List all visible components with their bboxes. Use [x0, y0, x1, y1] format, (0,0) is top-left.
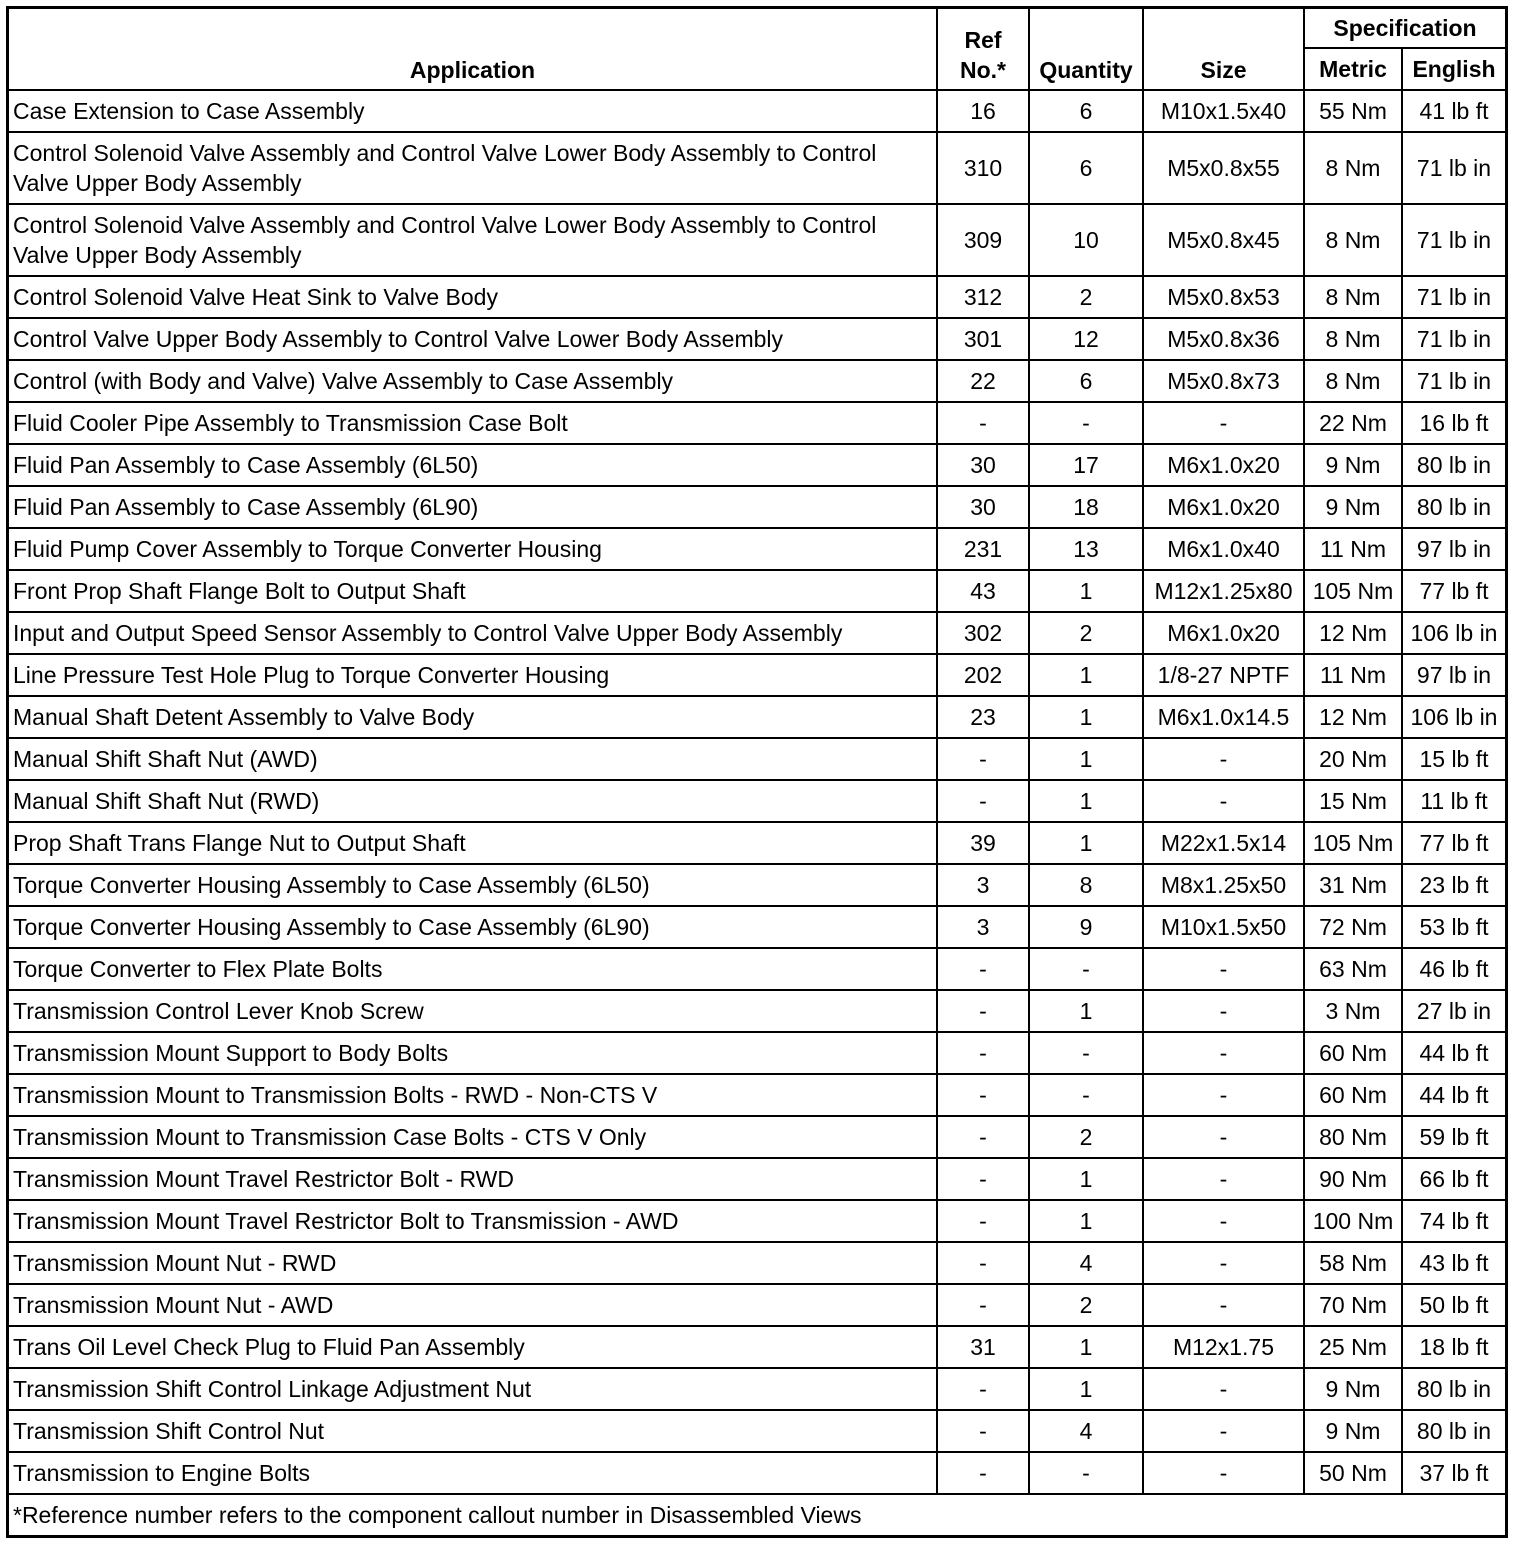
cell-quantity: 1 — [1029, 1368, 1143, 1410]
cell-english: 77 lb ft — [1402, 822, 1505, 864]
table-row — [9, 654, 1505, 696]
cell-english: 23 lb ft — [1402, 864, 1505, 906]
cell-size: - — [1143, 990, 1304, 1032]
cell-english: 71 lb in — [1402, 360, 1505, 402]
cell-english: 50 lb ft — [1402, 1284, 1505, 1326]
cell-metric: 60 Nm — [1304, 1074, 1402, 1116]
cell-metric: 22 Nm — [1304, 402, 1402, 444]
cell-ref-no: - — [937, 738, 1029, 780]
cell-quantity: 1 — [1029, 1158, 1143, 1200]
cell-quantity: - — [1029, 1074, 1143, 1116]
cell-application: Transmission Mount Travel Restrictor Bolt to Transmission - AWD — [9, 1200, 937, 1242]
cell-application: Case Extension to Case Assembly — [9, 90, 937, 132]
cell-metric: 8 Nm — [1304, 360, 1402, 402]
table-row — [9, 906, 1505, 948]
cell-size: M22x1.5x14 — [1143, 822, 1304, 864]
header-size: Size — [1143, 9, 1304, 90]
table-row — [9, 612, 1505, 654]
cell-metric: 105 Nm — [1304, 570, 1402, 612]
table-row — [9, 696, 1505, 738]
cell-metric: 11 Nm — [1304, 528, 1402, 570]
cell-ref-no: 31 — [937, 1326, 1029, 1368]
cell-ref-no: - — [937, 1032, 1029, 1074]
cell-quantity: 1 — [1029, 654, 1143, 696]
cell-application: Transmission Mount to Transmission Case Bolts - CTS V Only — [9, 1116, 937, 1158]
cell-size: M6x1.0x14.5 — [1143, 696, 1304, 738]
cell-quantity: 1 — [1029, 822, 1143, 864]
cell-english: 71 lb in — [1402, 276, 1505, 318]
cell-size: M6x1.0x40 — [1143, 528, 1304, 570]
footnote: *Reference number refers to the component callout number in Disassembled Views — [9, 1494, 1505, 1535]
table-row — [9, 1368, 1505, 1410]
cell-size: - — [1143, 402, 1304, 444]
cell-application: Input and Output Speed Sensor Assembly to Control Valve Upper Body Assembly — [9, 612, 937, 654]
cell-english: 18 lb ft — [1402, 1326, 1505, 1368]
cell-metric: 31 Nm — [1304, 864, 1402, 906]
cell-quantity: 18 — [1029, 486, 1143, 528]
cell-ref-no: 39 — [937, 822, 1029, 864]
cell-application: Transmission Mount Travel Restrictor Bolt - RWD — [9, 1158, 937, 1200]
cell-size: - — [1143, 1074, 1304, 1116]
cell-ref-no: 302 — [937, 612, 1029, 654]
cell-ref-no: 30 — [937, 444, 1029, 486]
cell-size: M10x1.5x50 — [1143, 906, 1304, 948]
cell-quantity: 1 — [1029, 1326, 1143, 1368]
cell-size: M10x1.5x40 — [1143, 90, 1304, 132]
cell-application: Manual Shift Shaft Nut (RWD) — [9, 780, 937, 822]
cell-application: Transmission Mount Nut - AWD — [9, 1284, 937, 1326]
cell-size: M5x0.8x36 — [1143, 318, 1304, 360]
table-row — [9, 486, 1505, 528]
cell-metric: 63 Nm — [1304, 948, 1402, 990]
cell-application: Line Pressure Test Hole Plug to Torque Converter Housing — [9, 654, 937, 696]
cell-ref-no: 3 — [937, 906, 1029, 948]
cell-application: Transmission Mount Nut - RWD — [9, 1242, 937, 1284]
cell-quantity: - — [1029, 402, 1143, 444]
cell-ref-no: - — [937, 402, 1029, 444]
cell-quantity: 1 — [1029, 990, 1143, 1032]
cell-metric: 105 Nm — [1304, 822, 1402, 864]
header-ref-line1: Ref — [964, 27, 1002, 53]
cell-english: 37 lb ft — [1402, 1452, 1505, 1494]
cell-ref-no: 202 — [937, 654, 1029, 696]
table-row — [9, 318, 1505, 360]
cell-ref-no: 3 — [937, 864, 1029, 906]
cell-application: Transmission Shift Control Linkage Adjustment Nut — [9, 1368, 937, 1410]
cell-ref-no: 43 — [937, 570, 1029, 612]
table-row — [9, 1410, 1505, 1452]
cell-english: 46 lb ft — [1402, 948, 1505, 990]
cell-quantity: 9 — [1029, 906, 1143, 948]
cell-size: - — [1143, 1032, 1304, 1074]
cell-english: 106 lb in — [1402, 612, 1505, 654]
table-row — [9, 1452, 1505, 1494]
cell-metric: 8 Nm — [1304, 132, 1402, 204]
cell-metric: 25 Nm — [1304, 1326, 1402, 1368]
cell-size: 1/8-27 NPTF — [1143, 654, 1304, 696]
cell-quantity: 4 — [1029, 1410, 1143, 1452]
cell-metric: 55 Nm — [1304, 90, 1402, 132]
cell-size: - — [1143, 1368, 1304, 1410]
cell-application: Torque Converter Housing Assembly to Case Assembly (6L90) — [9, 906, 937, 948]
torque-spec-table — [9, 9, 1505, 1535]
header-application: Application — [9, 9, 937, 90]
header-ref-no — [937, 9, 1029, 90]
cell-application: Front Prop Shaft Flange Bolt to Output Shaft — [9, 570, 937, 612]
table-row — [9, 1242, 1505, 1284]
header-specification: Specification — [1304, 9, 1505, 48]
cell-english: 71 lb in — [1402, 132, 1505, 204]
cell-ref-no: - — [937, 1284, 1029, 1326]
cell-quantity: 12 — [1029, 318, 1143, 360]
cell-application: Transmission Mount to Transmission Bolts - RWD - Non-CTS V — [9, 1074, 937, 1116]
cell-metric: 90 Nm — [1304, 1158, 1402, 1200]
table-row — [9, 948, 1505, 990]
cell-quantity: 13 — [1029, 528, 1143, 570]
cell-english: 41 lb ft — [1402, 90, 1505, 132]
cell-english: 66 lb ft — [1402, 1158, 1505, 1200]
table-row — [9, 132, 1505, 204]
cell-ref-no: 309 — [937, 204, 1029, 276]
table-row — [9, 864, 1505, 906]
cell-metric: 9 Nm — [1304, 1410, 1402, 1452]
cell-size: - — [1143, 1242, 1304, 1284]
cell-ref-no: - — [937, 1200, 1029, 1242]
cell-application: Control Solenoid Valve Assembly and Control Valve Lower Body Assembly to Control Valve Upper Body Assembly — [9, 132, 937, 204]
cell-ref-no: 310 — [937, 132, 1029, 204]
cell-application: Torque Converter Housing Assembly to Case Assembly (6L50) — [9, 864, 937, 906]
cell-metric: 8 Nm — [1304, 318, 1402, 360]
cell-application: Transmission Mount Support to Body Bolts — [9, 1032, 937, 1074]
table-row — [9, 990, 1505, 1032]
cell-english: 71 lb in — [1402, 204, 1505, 276]
cell-metric: 72 Nm — [1304, 906, 1402, 948]
cell-english: 80 lb in — [1402, 444, 1505, 486]
table-row — [9, 822, 1505, 864]
cell-metric: 11 Nm — [1304, 654, 1402, 696]
cell-metric: 8 Nm — [1304, 204, 1402, 276]
cell-metric: 12 Nm — [1304, 696, 1402, 738]
cell-size: M5x0.8x53 — [1143, 276, 1304, 318]
cell-english: 106 lb in — [1402, 696, 1505, 738]
cell-application: Transmission Shift Control Nut — [9, 1410, 937, 1452]
cell-size: M12x1.25x80 — [1143, 570, 1304, 612]
cell-ref-no: - — [937, 1074, 1029, 1116]
table-row — [9, 204, 1505, 276]
cell-metric: 9 Nm — [1304, 444, 1402, 486]
cell-size: - — [1143, 1116, 1304, 1158]
cell-quantity: 1 — [1029, 570, 1143, 612]
cell-quantity: - — [1029, 1032, 1143, 1074]
cell-metric: 58 Nm — [1304, 1242, 1402, 1284]
table-row — [9, 1032, 1505, 1074]
cell-ref-no: 312 — [937, 276, 1029, 318]
cell-metric: 70 Nm — [1304, 1284, 1402, 1326]
cell-application: Manual Shift Shaft Nut (AWD) — [9, 738, 937, 780]
table-row — [9, 90, 1505, 132]
cell-size: - — [1143, 1158, 1304, 1200]
table-row — [9, 276, 1505, 318]
cell-quantity: - — [1029, 948, 1143, 990]
table-row — [9, 780, 1505, 822]
cell-application: Torque Converter to Flex Plate Bolts — [9, 948, 937, 990]
cell-english: 80 lb in — [1402, 486, 1505, 528]
table-body — [9, 90, 1505, 1494]
cell-metric: 20 Nm — [1304, 738, 1402, 780]
cell-quantity: 4 — [1029, 1242, 1143, 1284]
cell-application: Manual Shaft Detent Assembly to Valve Body — [9, 696, 937, 738]
cell-quantity: 6 — [1029, 360, 1143, 402]
cell-metric: 12 Nm — [1304, 612, 1402, 654]
cell-quantity: 2 — [1029, 1284, 1143, 1326]
cell-english: 80 lb in — [1402, 1410, 1505, 1452]
cell-quantity: 17 — [1029, 444, 1143, 486]
table-row — [9, 444, 1505, 486]
cell-english: 80 lb in — [1402, 1368, 1505, 1410]
cell-application: Fluid Cooler Pipe Assembly to Transmission Case Bolt — [9, 402, 937, 444]
table-row — [9, 1158, 1505, 1200]
cell-english: 71 lb in — [1402, 318, 1505, 360]
cell-ref-no: 22 — [937, 360, 1029, 402]
cell-application: Control Solenoid Valve Heat Sink to Valve Body — [9, 276, 937, 318]
header-ref-line2: No.* — [960, 57, 1006, 83]
cell-ref-no: - — [937, 1410, 1029, 1452]
cell-size: M12x1.75 — [1143, 1326, 1304, 1368]
cell-application: Control Solenoid Valve Assembly and Control Valve Lower Body Assembly to Control Valve Upper Body Assembly — [9, 204, 937, 276]
cell-metric: 3 Nm — [1304, 990, 1402, 1032]
cell-quantity: 2 — [1029, 276, 1143, 318]
table-row — [9, 528, 1505, 570]
cell-english: 15 lb ft — [1402, 738, 1505, 780]
cell-application: Transmission to Engine Bolts — [9, 1452, 937, 1494]
cell-metric: 60 Nm — [1304, 1032, 1402, 1074]
cell-quantity: 1 — [1029, 738, 1143, 780]
cell-ref-no: - — [937, 780, 1029, 822]
cell-quantity: 1 — [1029, 780, 1143, 822]
cell-size: M5x0.8x45 — [1143, 204, 1304, 276]
cell-quantity: 6 — [1029, 90, 1143, 132]
cell-size: - — [1143, 780, 1304, 822]
cell-quantity: - — [1029, 1452, 1143, 1494]
table-row — [9, 1200, 1505, 1242]
cell-ref-no: - — [937, 1368, 1029, 1410]
cell-size: M5x0.8x55 — [1143, 132, 1304, 204]
cell-english: 53 lb ft — [1402, 906, 1505, 948]
cell-ref-no: 231 — [937, 528, 1029, 570]
cell-size: M6x1.0x20 — [1143, 612, 1304, 654]
table-header — [9, 9, 1505, 90]
header-quantity: Quantity — [1029, 9, 1143, 90]
cell-size: - — [1143, 1200, 1304, 1242]
header-english: English — [1402, 48, 1505, 90]
cell-ref-no: 23 — [937, 696, 1029, 738]
table-row — [9, 360, 1505, 402]
cell-application: Prop Shaft Trans Flange Nut to Output Shaft — [9, 822, 937, 864]
cell-metric: 9 Nm — [1304, 486, 1402, 528]
cell-english: 27 lb in — [1402, 990, 1505, 1032]
header-metric: Metric — [1304, 48, 1402, 90]
cell-application: Fluid Pump Cover Assembly to Torque Converter Housing — [9, 528, 937, 570]
cell-size: M6x1.0x20 — [1143, 486, 1304, 528]
cell-ref-no: - — [937, 1116, 1029, 1158]
cell-english: 44 lb ft — [1402, 1074, 1505, 1116]
table-row — [9, 1116, 1505, 1158]
cell-quantity: 1 — [1029, 1200, 1143, 1242]
cell-ref-no: 16 — [937, 90, 1029, 132]
cell-size: - — [1143, 1410, 1304, 1452]
cell-metric: 100 Nm — [1304, 1200, 1402, 1242]
cell-quantity: 10 — [1029, 204, 1143, 276]
cell-application: Trans Oil Level Check Plug to Fluid Pan Assembly — [9, 1326, 937, 1368]
cell-application: Control (with Body and Valve) Valve Assembly to Case Assembly — [9, 360, 937, 402]
cell-size: - — [1143, 948, 1304, 990]
cell-application: Fluid Pan Assembly to Case Assembly (6L90) — [9, 486, 937, 528]
cell-metric: 15 Nm — [1304, 780, 1402, 822]
cell-quantity: 2 — [1029, 1116, 1143, 1158]
torque-spec-table-frame — [6, 6, 1508, 1538]
cell-ref-no: - — [937, 990, 1029, 1032]
cell-english: 97 lb in — [1402, 654, 1505, 696]
cell-application: Fluid Pan Assembly to Case Assembly (6L50) — [9, 444, 937, 486]
cell-metric: 8 Nm — [1304, 276, 1402, 318]
cell-ref-no: - — [937, 1242, 1029, 1284]
cell-ref-no: 301 — [937, 318, 1029, 360]
cell-ref-no: - — [937, 1158, 1029, 1200]
cell-metric: 80 Nm — [1304, 1116, 1402, 1158]
cell-english: 77 lb ft — [1402, 570, 1505, 612]
cell-size: - — [1143, 1284, 1304, 1326]
table-row — [9, 402, 1505, 444]
cell-english: 59 lb ft — [1402, 1116, 1505, 1158]
cell-application: Transmission Control Lever Knob Screw — [9, 990, 937, 1032]
cell-english: 11 lb ft — [1402, 780, 1505, 822]
cell-quantity: 1 — [1029, 696, 1143, 738]
table-row — [9, 570, 1505, 612]
table-row — [9, 1326, 1505, 1368]
cell-application: Control Valve Upper Body Assembly to Control Valve Lower Body Assembly — [9, 318, 937, 360]
cell-size: - — [1143, 738, 1304, 780]
cell-ref-no: - — [937, 1452, 1029, 1494]
cell-quantity: 8 — [1029, 864, 1143, 906]
table-row — [9, 1074, 1505, 1116]
cell-english: 43 lb ft — [1402, 1242, 1505, 1284]
cell-english: 74 lb ft — [1402, 1200, 1505, 1242]
cell-quantity: 2 — [1029, 612, 1143, 654]
cell-english: 44 lb ft — [1402, 1032, 1505, 1074]
cell-metric: 9 Nm — [1304, 1368, 1402, 1410]
cell-quantity: 6 — [1029, 132, 1143, 204]
cell-english: 97 lb in — [1402, 528, 1505, 570]
table-row — [9, 1284, 1505, 1326]
cell-ref-no: - — [937, 948, 1029, 990]
cell-size: M5x0.8x73 — [1143, 360, 1304, 402]
cell-english: 16 lb ft — [1402, 402, 1505, 444]
cell-metric: 50 Nm — [1304, 1452, 1402, 1494]
cell-size: M8x1.25x50 — [1143, 864, 1304, 906]
cell-size: M6x1.0x20 — [1143, 444, 1304, 486]
cell-size: - — [1143, 1452, 1304, 1494]
table-row — [9, 738, 1505, 780]
cell-ref-no: 30 — [937, 486, 1029, 528]
